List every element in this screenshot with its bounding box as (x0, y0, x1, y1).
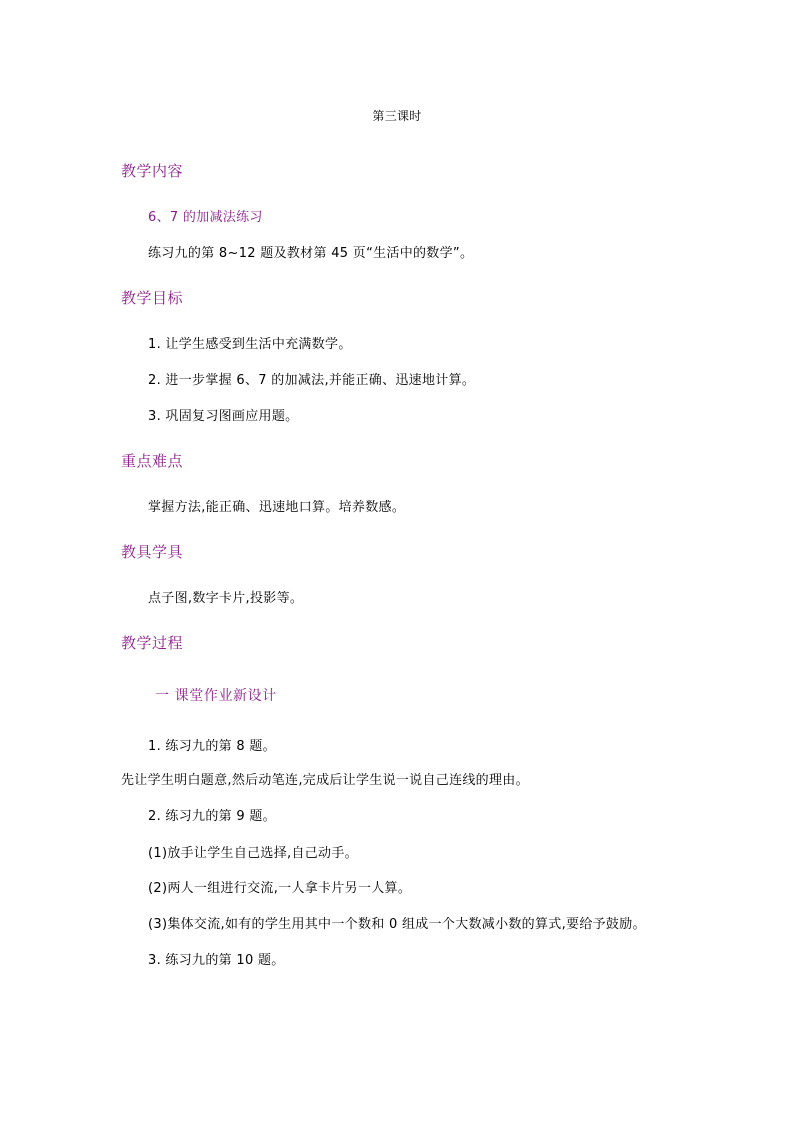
heading-teaching-content: 教学内容 (121, 162, 184, 180)
process-line-7: 3. 练习九的第 10 题。 (148, 953, 285, 968)
process-line-5: (2)两人一组进行交流,一人拿卡片另一人算。 (148, 881, 412, 896)
process-part-one-heading: 一 课堂作业新设计 (155, 688, 277, 704)
goal-item-3: 3. 巩固复习图画应用题。 (148, 409, 299, 424)
page-title: 第三课时 (372, 109, 422, 123)
goal-item-1: 1. 让学生感受到生活中充满数学。 (148, 337, 352, 352)
heading-teaching-goals: 教学目标 (121, 289, 184, 307)
process-line-3: 2. 练习九的第 9 题。 (148, 809, 276, 824)
subheading-addition-subtraction: 6、7 的加减法练习 (148, 210, 263, 225)
process-line-4: (1)放手让学生自己选择,自己动手。 (148, 846, 358, 861)
content-body: 练习九的第 8~12 题及教材第 45 页“生活中的数学”。 (148, 246, 474, 261)
goal-item-2: 2. 进一步掌握 6、7 的加减法,并能正确、迅速地计算。 (148, 373, 476, 388)
process-line-1: 1. 练习九的第 8 题。 (148, 739, 276, 754)
process-line-6: (3)集体交流,如有的学生用其中一个数和 0 组成一个大数减小数的算式,要给予鼓励。 (148, 917, 646, 932)
key-points-body: 掌握方法,能正确、迅速地口算。培养数感。 (148, 500, 406, 515)
heading-teaching-tools: 教具学具 (121, 543, 184, 561)
heading-teaching-process: 教学过程 (121, 634, 184, 652)
tools-body: 点子图,数字卡片,投影等。 (148, 591, 304, 606)
heading-key-points: 重点难点 (121, 452, 184, 470)
process-line-2: 先让学生明白题意,然后动笔连,完成后让学生说一说自己连线的理由。 (121, 773, 529, 788)
